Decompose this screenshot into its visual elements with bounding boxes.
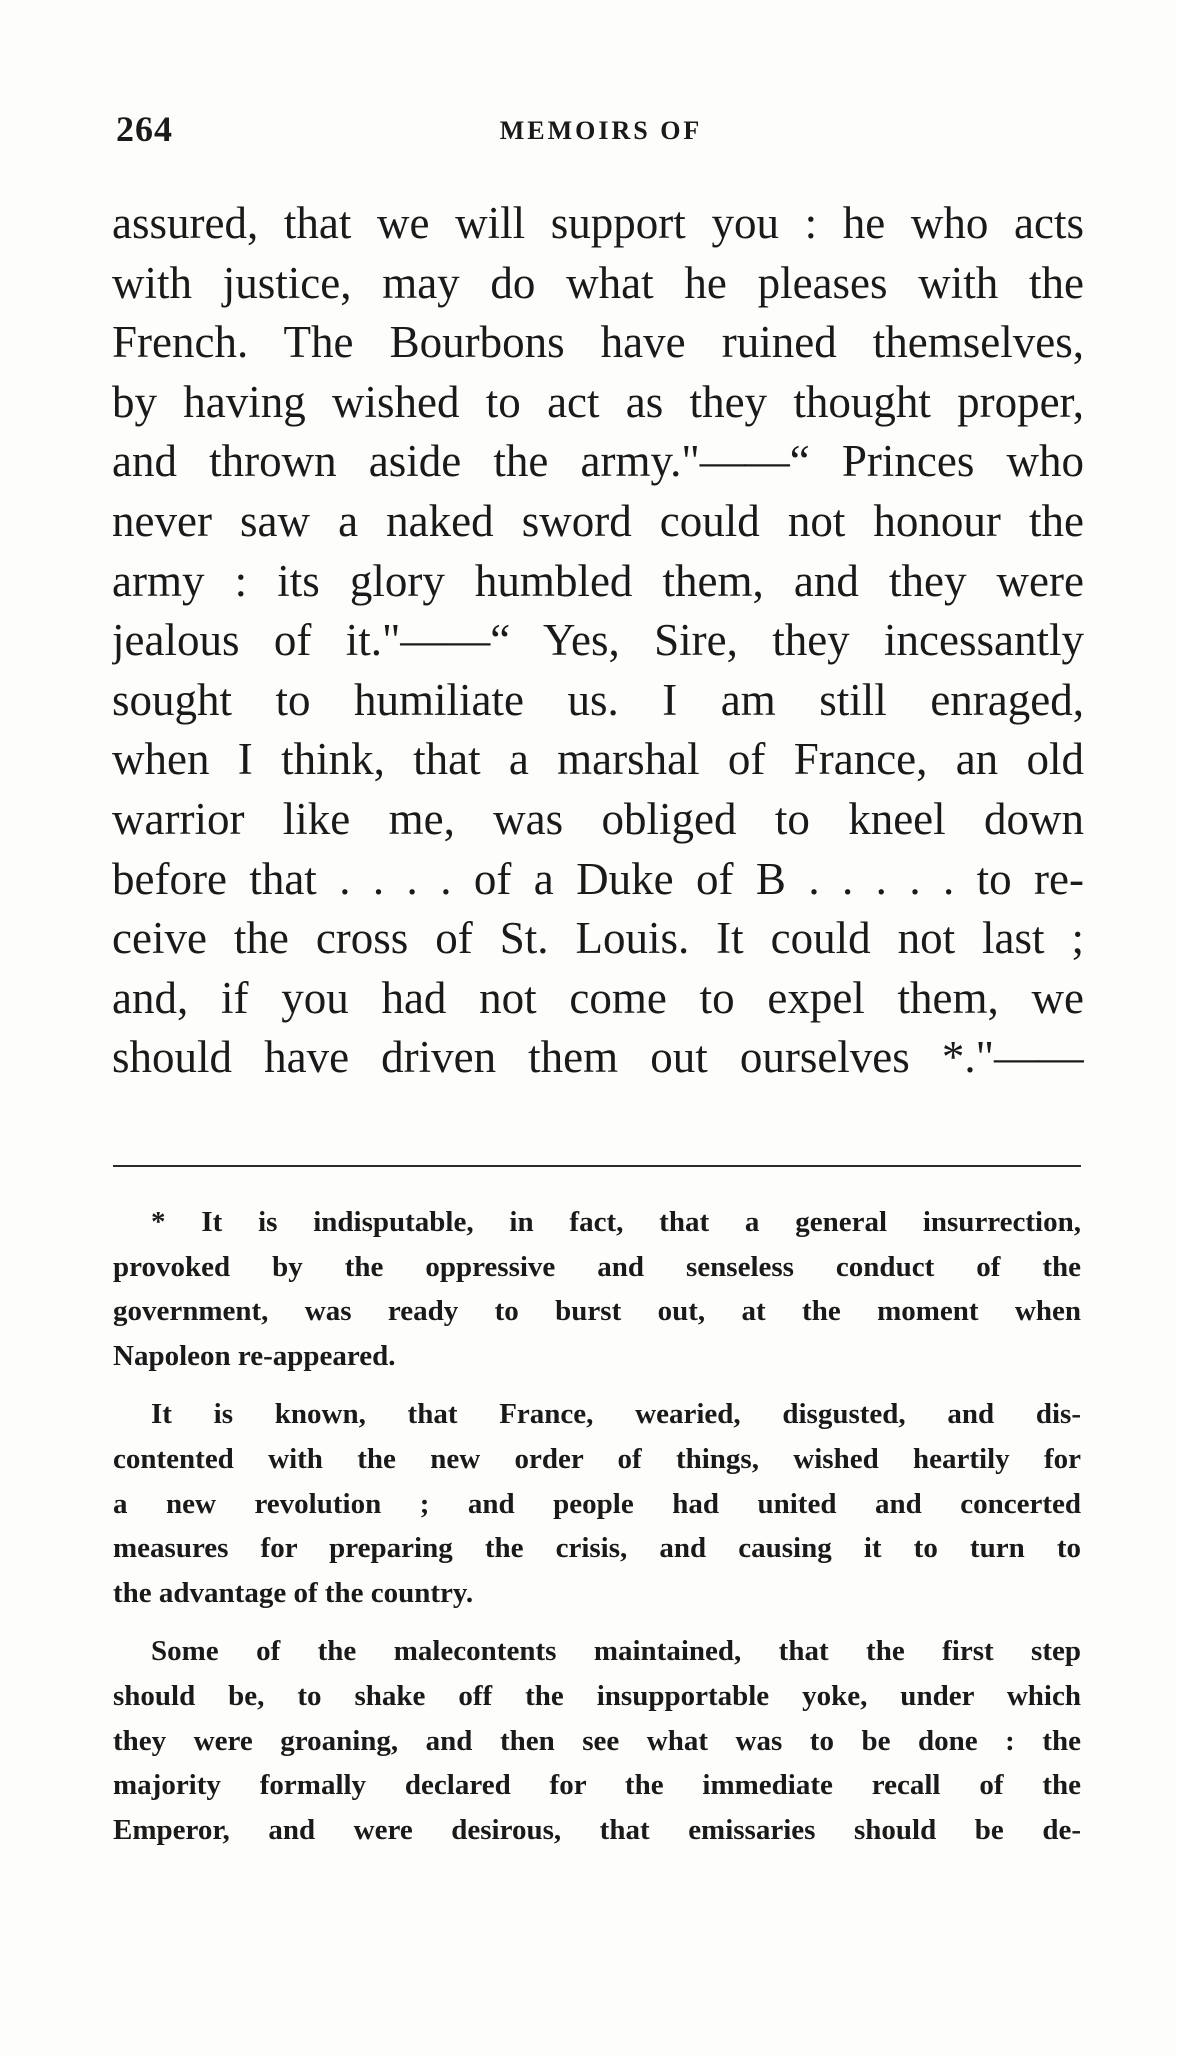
text-line: never saw a naked sword could not honour the — [112, 495, 1084, 546]
footnote-line: majority formally declared for the immediate recall of the — [113, 1769, 1081, 1802]
footnote-line: should be, to shake off the insupportable yoke, under which — [113, 1679, 1081, 1712]
text-line: warrior like me, was obliged to kneel down — [112, 793, 1084, 844]
footnote-line: Napoleon re-appeared. — [113, 1339, 396, 1372]
footnote-divider — [113, 1165, 1081, 1167]
footnote-line: government, was ready to burst out, at the moment when — [113, 1295, 1081, 1328]
text-line: assured, that we will support you : he who acts — [112, 198, 1084, 248]
text-line: and, if you had not come to expel them, we — [112, 972, 1084, 1023]
text-line: should have driven them out ourselves *."—— — [112, 1032, 1084, 1083]
page-header — [116, 108, 1086, 148]
running-head: MEMOIRS OF — [499, 116, 703, 145]
footnote-line: contented with the new order of things, wished heartily for — [113, 1442, 1081, 1475]
text-line: when I think, that a marshal of France, an old — [112, 734, 1084, 785]
footnote-line: the advantage of the country. — [113, 1576, 474, 1609]
footnote-line: Some of the malecontents maintained, that the first step — [151, 1635, 1081, 1668]
text-line: before that . . . . of a Duke of B . . . . . to re- — [112, 853, 1084, 904]
footnote-line: they were groaning, and then see what was to be done : the — [113, 1724, 1081, 1757]
text-line: by having wished to act as they thought proper, — [112, 376, 1084, 427]
text-line: French. The Bourbons have ruined themselves, — [112, 317, 1084, 368]
footnote-paragraph — [113, 1629, 1081, 1852]
footnote-line: It is known, that France, wearied, disgusted, and dis- — [151, 1398, 1081, 1431]
text-line: army : its glory humbled them, and they were — [112, 555, 1084, 606]
footnote — [113, 1200, 1081, 1866]
footnote-line: Emperor, and were desirous, that emissaries should be de- — [113, 1813, 1081, 1846]
footnote-line: measures for preparing the crisis, and causing it to turn to — [113, 1532, 1081, 1565]
text-line: jealous of it."——“ Yes, Sire, they incessantly — [112, 615, 1084, 666]
footnote-paragraph — [113, 1200, 1081, 1378]
text-line: with justice, may do what he pleases with the — [112, 257, 1084, 308]
footnote-line: provoked by the oppressive and senseless conduct of the — [113, 1250, 1081, 1283]
page-number: 264 — [116, 109, 173, 149]
footnote-line: a new revolution ; and people had united and concerted — [113, 1487, 1081, 1520]
main-text — [112, 194, 1084, 1088]
text-line: and thrown aside the army."——“ Princes who — [112, 436, 1084, 487]
text-line: ceive the cross of St. Louis. It could not last ; — [112, 913, 1084, 964]
text-line: sought to humiliate us. I am still enraged, — [112, 674, 1084, 725]
footnote-line: * It is indisputable, in fact, that a general insurrection, — [151, 1206, 1081, 1238]
footnote-paragraph — [113, 1392, 1081, 1615]
